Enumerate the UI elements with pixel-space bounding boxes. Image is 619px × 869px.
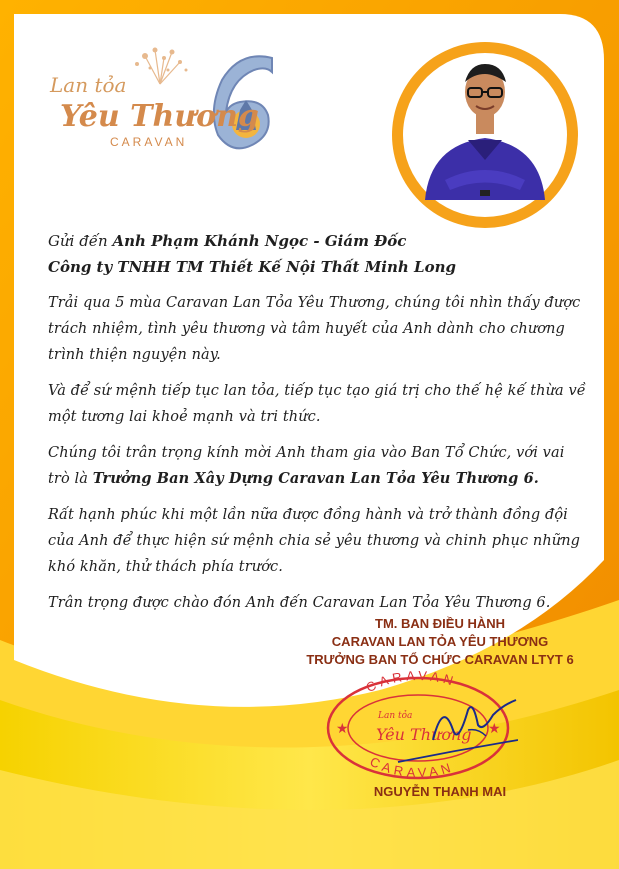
recipient-name: Anh Phạm Khánh Ngọc - Giám Đốc bbox=[112, 232, 407, 250]
greeting-line bbox=[48, 228, 588, 254]
company-line bbox=[48, 254, 588, 280]
stamp-star-right: ★ bbox=[488, 721, 501, 737]
paragraph-happy: Rất hạnh phúc khi một lần nữa được đồng hành và trở thành đồng đội của Anh để thực hiện sứ mệnh chia sẻ yêu thương và chinh phục những khó khăn, thử thách phía trước. bbox=[48, 507, 581, 575]
portrait-photo bbox=[390, 40, 580, 230]
stamp-bottom-text: CARAVAN bbox=[367, 753, 457, 780]
stamp-star-left: ★ bbox=[336, 721, 349, 737]
caravan-logo bbox=[40, 40, 285, 155]
letter-body bbox=[48, 228, 588, 616]
signature-line-2: CARAVAN LAN TỎA YÊU THƯƠNG bbox=[331, 634, 549, 649]
invite-role: Trưởng Ban Xây Dựng Caravan Lan Tỏa Yêu Thương 6. bbox=[92, 470, 539, 487]
signature-titles bbox=[290, 615, 590, 669]
signature-line-1: TM. BAN ĐIỀU HÀNH bbox=[375, 616, 505, 631]
logo-script-small: Lan tỏa bbox=[50, 73, 127, 97]
invite-text: Chúng tôi trân trọng kính mời Anh tham gia vào Ban Tổ Chức, với vai trò là bbox=[48, 445, 565, 487]
signatory-name: NGUYỄN THANH MAI bbox=[373, 784, 507, 799]
stamp-top-text: CARAVAN bbox=[363, 670, 459, 696]
paragraph-closing: Trân trọng được chào đón Anh đến Caravan Lan Tỏa Yêu Thương 6. bbox=[48, 595, 551, 611]
logo-script-main: Yêu Thương bbox=[60, 99, 259, 134]
stamp-script-main: Yêu Thương bbox=[376, 725, 472, 744]
paragraph-invite bbox=[48, 440, 588, 492]
signature-line-3: TRƯỞNG BAN TỔ CHỨC CARAVAN LTYT 6 bbox=[306, 652, 574, 667]
svg-text:CARAVAN bbox=[364, 670, 459, 695]
paragraph-1: Trải qua 5 mùa Caravan Lan Tỏa Yêu Thương, chúng tôi nhìn thấy được trách nhiệm, tình yêu thương và tâm huyết của Anh dành cho chương trình thiện nguyện này. bbox=[48, 295, 581, 363]
company-name: Công ty TNHH TM Thiết Kế Nội Thất Minh Long bbox=[48, 258, 456, 276]
official-stamp bbox=[318, 670, 518, 780]
greeting-prefix: Gửi đến bbox=[48, 232, 113, 250]
stamp-script-small: Lan tỏa bbox=[378, 711, 413, 721]
paragraph-2: Và để sứ mệnh tiếp tục lan tỏa, tiếp tục tạo giá trị cho thế hệ kế thừa về một tương lai khoẻ mạnh và tri thức. bbox=[48, 383, 586, 425]
logo-caravan: CARAVAN bbox=[110, 135, 188, 149]
